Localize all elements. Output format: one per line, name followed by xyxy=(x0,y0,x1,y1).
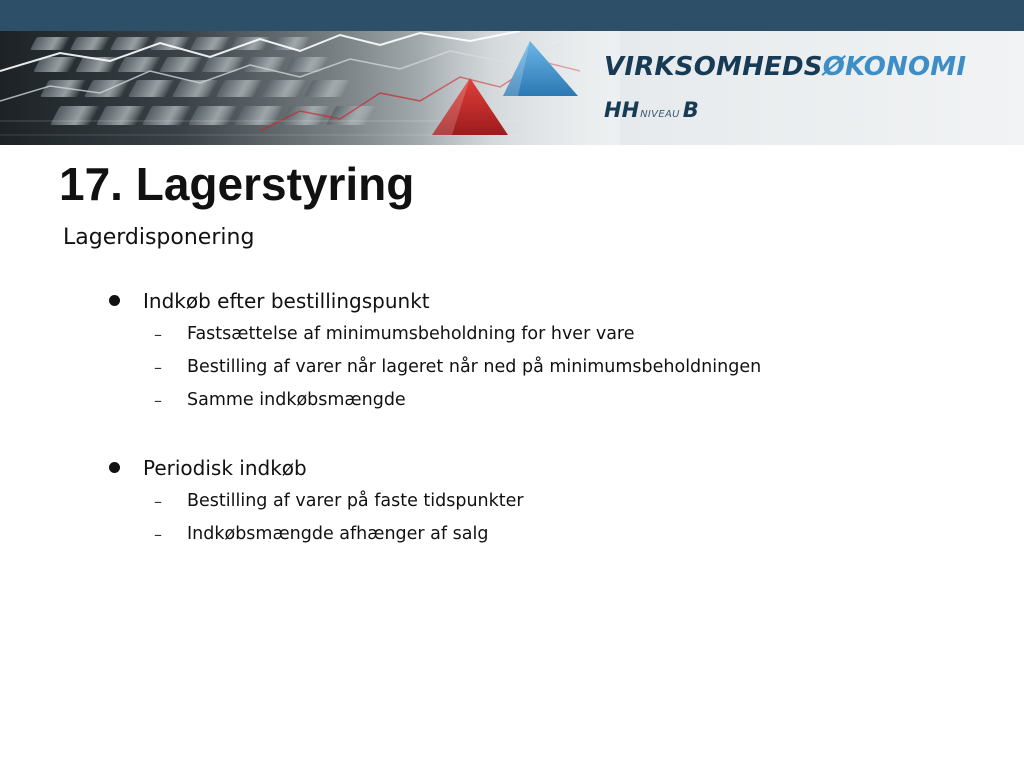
brand-level-hh: HH xyxy=(604,98,640,122)
bullet-dot-icon xyxy=(109,295,120,306)
header-top-bar xyxy=(0,0,1024,31)
sub-bullet-item xyxy=(0,518,1024,551)
sub-bullet-text: Samme indkøbsmængde xyxy=(187,390,406,410)
brand-level-letter: B xyxy=(682,98,699,122)
header-banner xyxy=(0,31,1024,145)
dash-icon: – xyxy=(154,325,162,344)
brand-title-main: VIRKSOMHEDS xyxy=(604,52,823,82)
dash-icon: – xyxy=(154,525,162,544)
brand-title-accent: ØKONOMI xyxy=(822,52,967,82)
bullet-item xyxy=(0,284,1024,318)
bullet-text: Indkøb efter bestillingspunkt xyxy=(143,289,430,313)
sub-bullet-item xyxy=(0,318,1024,351)
brand-level xyxy=(604,100,699,121)
sub-bullet-text: Bestilling af varer på faste tidspunkter xyxy=(187,491,524,511)
slide-subtitle: Lagerdisponering xyxy=(63,225,255,250)
sub-bullet-item xyxy=(0,384,1024,417)
bullet-group xyxy=(0,284,1024,417)
bullet-text: Periodisk indkøb xyxy=(143,456,307,480)
brand-level-niveau: NIVEAU xyxy=(640,109,680,120)
bullet-dot-icon xyxy=(109,462,120,473)
banner-graphic xyxy=(0,31,1024,145)
sub-bullet-item xyxy=(0,351,1024,384)
bullet-list xyxy=(0,284,1024,585)
slide-title: 17. Lagerstyring xyxy=(59,158,415,210)
sub-bullet-text: Fastsættelse af minimumsbeholdning for hver vare xyxy=(187,324,635,344)
brand-title xyxy=(604,54,966,80)
bullet-group xyxy=(0,451,1024,551)
dash-icon: – xyxy=(154,358,162,377)
sub-bullet-item xyxy=(0,485,1024,518)
sub-bullet-text: Indkøbsmængde afhænger af salg xyxy=(187,524,489,544)
bullet-item xyxy=(0,451,1024,485)
sub-bullet-text: Bestilling af varer når lageret når ned på minimumsbeholdningen xyxy=(187,357,762,377)
dash-icon: – xyxy=(154,391,162,410)
dash-icon: – xyxy=(154,492,162,511)
